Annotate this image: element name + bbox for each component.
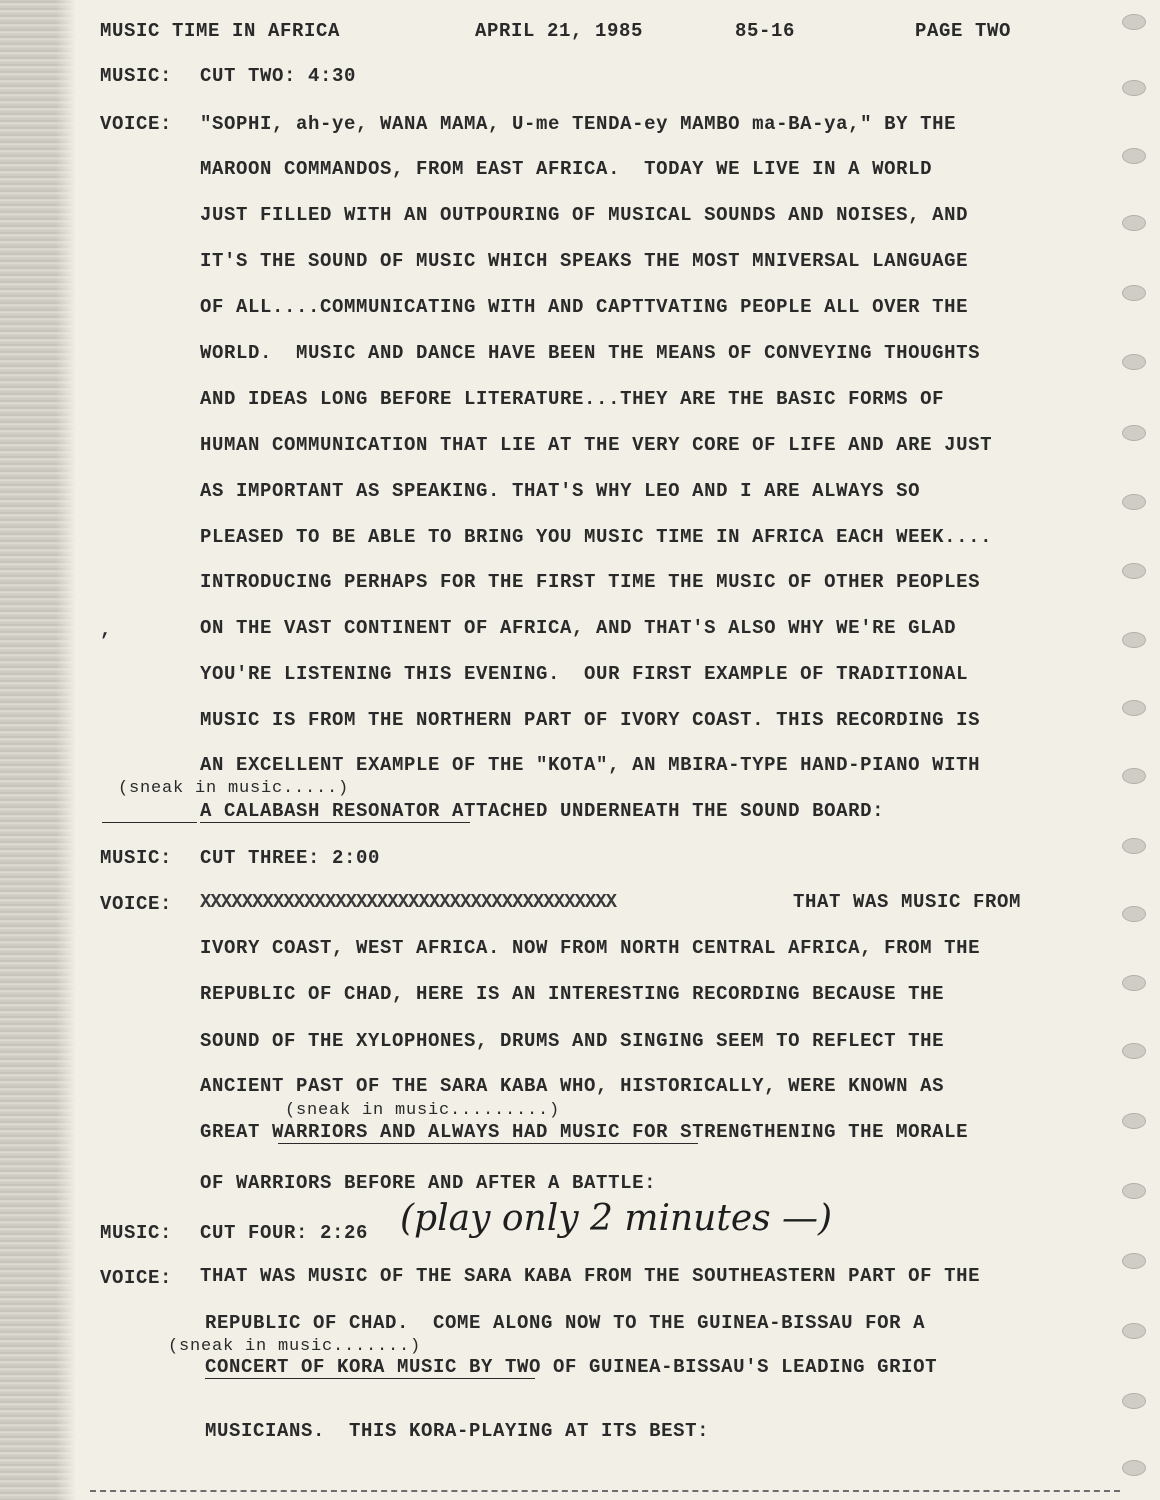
voice-line: THAT WAS MUSIC FROM <box>793 891 1022 913</box>
perforation-hole <box>1122 768 1146 784</box>
speaker-voice: VOICE: <box>100 893 173 915</box>
perforation-hole <box>1122 1043 1146 1059</box>
voice-line: "SOPHI, ah-ye, WANA MAMA, U-me TENDA-ey MAMBO ma-BA-ya," BY THE <box>200 113 957 135</box>
sneak-cue: (sneak in music.......) <box>168 1337 422 1356</box>
voice-line: YOU'RE LISTENING THIS EVENING. OUR FIRST EXAMPLE OF TRADITIONAL <box>200 663 969 685</box>
perforation-hole <box>1122 1323 1146 1339</box>
voice-line: ANCIENT PAST OF THE SARA KABA WHO, HISTORICALLY, WERE KNOWN AS <box>200 1075 945 1097</box>
voice-line: REPUBLIC OF CHAD. COME ALONG NOW TO THE GUINEA-BISSAU FOR A <box>205 1312 926 1334</box>
perforation-hole <box>1122 906 1146 922</box>
speaker-music: MUSIC: <box>100 65 173 87</box>
speaker-music: MUSIC: <box>100 1222 173 1244</box>
sneak-cue: (sneak in music.....) <box>118 779 350 798</box>
binding-edge <box>0 0 76 1500</box>
voice-line: IVORY COAST, WEST AFRICA. NOW FROM NORTH CENTRAL AFRICA, FROM THE <box>200 937 981 959</box>
voice-line: AN EXCELLENT EXAMPLE OF THE "KOTA", AN MBIRA-TYPE HAND-PIANO WITH <box>200 754 981 776</box>
perforation-hole <box>1122 494 1146 510</box>
voice-line: OF ALL....COMMUNICATING WITH AND CAPTTVATING PEOPLE ALL OVER THE <box>200 296 969 318</box>
perforation-hole <box>1122 632 1146 648</box>
voice-line: MAROON COMMANDOS, FROM EAST AFRICA. TODAY WE LIVE IN A WORLD <box>200 158 933 180</box>
cue-underline <box>102 822 197 823</box>
voice-line: WORLD. MUSIC AND DANCE HAVE BEEN THE MEANS OF CONVEYING THOUGHTS <box>200 342 981 364</box>
perforation-hole <box>1122 838 1146 854</box>
tear-edge <box>90 1490 1120 1492</box>
voice-line: MUSIC IS FROM THE NORTHERN PART OF IVORY COAST. THIS RECORDING IS <box>200 709 981 731</box>
voice-line: GREAT WARRIORS AND ALWAYS HAD MUSIC FOR STRENGTHENING THE MORALE <box>200 1121 969 1143</box>
voice-line: PLEASED TO BE ABLE TO BRING YOU MUSIC TIME IN AFRICA EACH WEEK.... <box>200 526 993 548</box>
voice-line: CONCERT OF KORA MUSIC BY TWO OF GUINEA-BISSAU'S LEADING GRIOT <box>205 1356 938 1378</box>
perforation-hole <box>1122 1113 1146 1129</box>
music-cut-two: CUT TWO: 4:30 <box>200 65 357 87</box>
cue-underline <box>205 1378 535 1379</box>
struck-out-text: XXXXXXXXXXXXXXXXXXXXXXXXXXXXXXXXXXXXXXXX <box>200 891 617 913</box>
voice-line: AS IMPORTANT AS SPEAKING. THAT'S WHY LEO AND I ARE ALWAYS SO <box>200 480 921 502</box>
perforation-hole <box>1122 148 1146 164</box>
voice-line: OF WARRIORS BEFORE AND AFTER A BATTLE: <box>200 1172 657 1194</box>
perforation-hole <box>1122 215 1146 231</box>
margin-mark: , <box>100 619 113 641</box>
broadcast-date: APRIL 21, 1985 <box>475 20 644 42</box>
sneak-cue: (sneak in music.........) <box>285 1101 561 1120</box>
voice-line: SOUND OF THE XYLOPHONES, DRUMS AND SINGING SEEM TO REFLECT THE <box>200 1030 945 1052</box>
perforation-hole <box>1122 1253 1146 1269</box>
speaker-voice: VOICE: <box>100 1267 173 1289</box>
voice-line: IT'S THE SOUND OF MUSIC WHICH SPEAKS THE MOST MNIVERSAL LANGUAGE <box>200 250 969 272</box>
perforation-hole <box>1122 563 1146 579</box>
voice-line: INTRODUCING PERHAPS FOR THE FIRST TIME THE MUSIC OF OTHER PEOPLES <box>200 571 981 593</box>
perforation-hole <box>1122 285 1146 301</box>
music-cut-four: CUT FOUR: 2:26 <box>200 1222 369 1244</box>
handwritten-note: (play only 2 minutes —) <box>400 1198 833 1239</box>
voice-line: REPUBLIC OF CHAD, HERE IS AN INTERESTING RECORDING BECAUSE THE <box>200 983 945 1005</box>
voice-line: AND IDEAS LONG BEFORE LITERATURE...THEY ARE THE BASIC FORMS OF <box>200 388 945 410</box>
perforation-hole <box>1122 425 1146 441</box>
program-title: MUSIC TIME IN AFRICA <box>100 20 341 42</box>
perforation-hole <box>1122 1460 1146 1476</box>
music-cut-three: CUT THREE: 2:00 <box>200 847 381 869</box>
perforation-hole <box>1122 1183 1146 1199</box>
perforation-hole <box>1122 700 1146 716</box>
voice-line: HUMAN COMMUNICATION THAT LIE AT THE VERY CORE OF LIFE AND ARE JUST <box>200 434 993 456</box>
speaker-voice: VOICE: <box>100 113 173 135</box>
cue-underline <box>200 822 470 823</box>
program-number: 85-16 <box>735 20 796 42</box>
perforation-hole <box>1122 1393 1146 1409</box>
cue-underline <box>278 1143 698 1144</box>
perforation-hole <box>1122 975 1146 991</box>
voice-line: THAT WAS MUSIC OF THE SARA KABA FROM THE SOUTHEASTERN PART OF THE <box>200 1265 981 1287</box>
speaker-music: MUSIC: <box>100 847 173 869</box>
voice-line: A CALABASH RESONATOR ATTACHED UNDERNEATH THE SOUND BOARD: <box>200 800 885 822</box>
perforation-hole <box>1122 14 1146 30</box>
voice-line: MUSICIANS. THIS KORA-PLAYING AT ITS BEST: <box>205 1420 710 1442</box>
voice-line: JUST FILLED WITH AN OUTPOURING OF MUSICAL SOUNDS AND NOISES, AND <box>200 204 969 226</box>
voice-line: ON THE VAST CONTINENT OF AFRICA, AND THAT'S ALSO WHY WE'RE GLAD <box>200 617 957 639</box>
page-label: PAGE TWO <box>915 20 1012 42</box>
perforation-hole <box>1122 354 1146 370</box>
perforation-hole <box>1122 80 1146 96</box>
